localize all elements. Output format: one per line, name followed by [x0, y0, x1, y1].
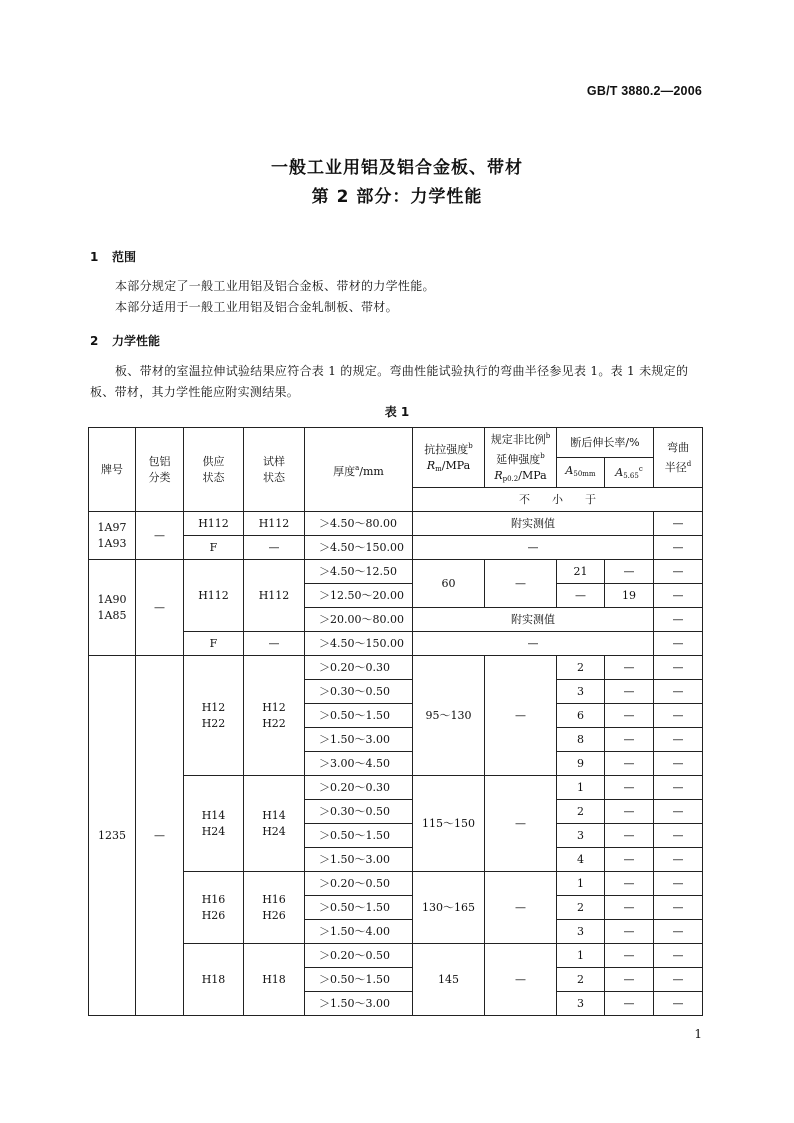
yield-cell: — — [485, 656, 557, 776]
a565-cell: — — [605, 992, 654, 1016]
header-grade: 牌号 — [89, 428, 136, 512]
table-row — [89, 656, 703, 680]
sample-cell: — — [244, 536, 305, 560]
header-bend-radius: 弯曲 半径$^d$ — [654, 428, 703, 488]
a50-cell: 6 — [557, 704, 605, 728]
bend-cell: — — [654, 704, 703, 728]
a565-cell: — — [605, 848, 654, 872]
a565-cell: — — [605, 680, 654, 704]
grade-cell: 1A90 1A85 — [89, 560, 136, 656]
tensile-cell: 130～165 — [413, 872, 485, 944]
bend-cell: — — [654, 944, 703, 968]
table-row — [89, 560, 703, 584]
a565-cell: — — [605, 728, 654, 752]
bend-cell: — — [654, 848, 703, 872]
bend-cell: — — [654, 632, 703, 656]
a565-cell: — — [605, 824, 654, 848]
supply-cell: H14 H24 — [184, 776, 244, 872]
tensile-cell: 115～150 — [413, 776, 485, 872]
header-clad: 包铝 分类 — [136, 428, 184, 512]
a50-cell: 2 — [557, 656, 605, 680]
bend-cell: — — [654, 656, 703, 680]
a565-cell: — — [605, 800, 654, 824]
section-heading-scope — [90, 248, 136, 265]
sample-cell: H12 H22 — [244, 656, 305, 776]
bend-cell: — — [654, 512, 703, 536]
sample-cell: H112 — [244, 512, 305, 536]
supply-cell: F — [184, 536, 244, 560]
yield-cell: — — [485, 944, 557, 1016]
grade-cell: 1235 — [89, 656, 136, 1016]
yield-cell: — — [485, 872, 557, 944]
header-supply-temper: 供应 状态 — [184, 428, 244, 512]
a50-cell: 2 — [557, 968, 605, 992]
header-elongation: 断后伸长率/% — [557, 428, 654, 458]
a565-cell: — — [605, 776, 654, 800]
thickness-cell: ＞4.50～12.50 — [305, 560, 413, 584]
page-number: 1 — [694, 1027, 702, 1041]
sample-cell: H14 H24 — [244, 776, 305, 872]
supply-cell: H18 — [184, 944, 244, 1016]
thickness-cell: ＞0.30～0.50 — [305, 800, 413, 824]
thickness-cell: ＞0.20～0.50 — [305, 872, 413, 896]
bend-cell: — — [654, 896, 703, 920]
bend-cell: — — [654, 968, 703, 992]
tensile-cell: 95～130 — [413, 656, 485, 776]
document-title: 一般工业用铝及铝合金板、带材 — [271, 158, 523, 178]
thickness-cell: ＞0.20～0.30 — [305, 656, 413, 680]
section-title: 范围 — [112, 250, 137, 264]
sample-cell: — — [244, 632, 305, 656]
thickness-cell: ＞1.50～3.00 — [305, 728, 413, 752]
a565-cell: — — [605, 872, 654, 896]
table-caption: 表 1 — [384, 405, 410, 419]
a565-cell: — — [605, 968, 654, 992]
a50-cell: 8 — [557, 728, 605, 752]
thickness-cell: ＞1.50～3.00 — [305, 848, 413, 872]
yield-cell: — — [485, 560, 557, 608]
a565-cell: — — [605, 704, 654, 728]
tensile-cell: 60 — [413, 560, 485, 608]
bend-cell: — — [654, 776, 703, 800]
supply-cell: H12 H22 — [184, 656, 244, 776]
bend-cell: — — [654, 800, 703, 824]
a50-cell: 2 — [557, 896, 605, 920]
thickness-cell: ＞20.00～80.00 — [305, 608, 413, 632]
bend-cell: — — [654, 752, 703, 776]
header-yield: 规定非比例$^b$ 延伸强度$^b$ $R_{p0.2}$/MPa — [485, 428, 557, 488]
mechanical-paragraph: 板、带材的室温拉伸试验结果应符合表 1 的规定。弯曲性能试验执行的弯曲半径参见表 1。表 1 未规定的板、带材，其力学性能应附实测结果。 — [90, 364, 689, 399]
header-sample-temper: 试样 状态 — [244, 428, 305, 512]
header-a565: $A_{5.65}^c$ — [605, 458, 654, 488]
bend-cell: — — [654, 824, 703, 848]
a50-cell: 4 — [557, 848, 605, 872]
supply-cell: H112 — [184, 512, 244, 536]
supply-cell: H16 H26 — [184, 872, 244, 944]
section-number: 1 — [90, 250, 99, 264]
thickness-cell: ＞0.50～1.50 — [305, 968, 413, 992]
a565-cell: — — [605, 920, 654, 944]
thickness-cell: ＞0.50～1.50 — [305, 824, 413, 848]
bend-cell: — — [654, 728, 703, 752]
sample-cell: H112 — [244, 560, 305, 632]
yield-cell: — — [485, 776, 557, 872]
a565-cell: — — [605, 752, 654, 776]
thickness-cell: ＞4.50～150.00 — [305, 632, 413, 656]
merged-cell: — — [413, 536, 654, 560]
a565-cell: — — [605, 560, 654, 584]
properties-table — [88, 427, 703, 1016]
bend-cell: — — [654, 992, 703, 1016]
a50-cell: 1 — [557, 872, 605, 896]
a565-cell: 19 — [605, 584, 654, 608]
thickness-cell: ＞1.50～4.00 — [305, 920, 413, 944]
thickness-cell: ＞0.50～1.50 — [305, 896, 413, 920]
bend-cell: — — [654, 536, 703, 560]
grade-cell: 1A97 1A93 — [89, 512, 136, 560]
a50-cell: 1 — [557, 776, 605, 800]
sample-cell: H16 H26 — [244, 872, 305, 944]
document-subtitle: 第 2 部分：力学性能 — [311, 187, 483, 207]
supply-cell: F — [184, 632, 244, 656]
a50-cell: — — [557, 584, 605, 608]
measured-cell: 附实测值 — [413, 608, 654, 632]
measured-cell: 附实测值 — [413, 512, 654, 536]
a565-cell: — — [605, 944, 654, 968]
a565-cell: — — [605, 656, 654, 680]
scope-paragraph-2: 本部分适用于一般工业用铝及铝合金轧制板、带材。 — [115, 300, 398, 314]
thickness-cell: ＞0.30～0.50 — [305, 680, 413, 704]
section-heading-mechanical — [90, 332, 160, 349]
a50-cell: 21 — [557, 560, 605, 584]
header-not-less-than: 不 小 于 — [413, 488, 703, 512]
a565-cell: — — [605, 896, 654, 920]
bend-cell: — — [654, 608, 703, 632]
thickness-cell: ＞3.00～4.50 — [305, 752, 413, 776]
header-a50: $A_{50mm}$ — [557, 458, 605, 488]
header-thickness: 厚度$^a$/mm — [305, 428, 413, 512]
section-number: 2 — [90, 334, 99, 348]
section-title: 力学性能 — [112, 334, 161, 348]
a50-cell: 3 — [557, 992, 605, 1016]
a50-cell: 3 — [557, 680, 605, 704]
bend-cell: — — [654, 560, 703, 584]
supply-cell: H112 — [184, 560, 244, 632]
bend-cell: — — [654, 680, 703, 704]
standard-number: GB/T 3880.2—2006 — [586, 84, 702, 98]
thickness-cell: ＞4.50～150.00 — [305, 536, 413, 560]
thickness-cell: ＞1.50～3.00 — [305, 992, 413, 1016]
sample-cell: H18 — [244, 944, 305, 1016]
a50-cell: 1 — [557, 944, 605, 968]
a50-cell: 3 — [557, 824, 605, 848]
thickness-cell: ＞0.50～1.50 — [305, 704, 413, 728]
thickness-cell: ＞0.20～0.30 — [305, 776, 413, 800]
merged-cell: — — [413, 632, 654, 656]
clad-cell: — — [136, 560, 184, 656]
thickness-cell: ＞12.50～20.00 — [305, 584, 413, 608]
a50-cell: 9 — [557, 752, 605, 776]
thickness-cell: ＞0.20～0.50 — [305, 944, 413, 968]
table-row — [89, 512, 703, 536]
clad-cell: — — [136, 512, 184, 560]
tensile-cell: 145 — [413, 944, 485, 1016]
clad-cell: — — [136, 656, 184, 1016]
a50-cell: 3 — [557, 920, 605, 944]
bend-cell: — — [654, 584, 703, 608]
thickness-cell: ＞4.50～80.00 — [305, 512, 413, 536]
header-tensile: 抗拉强度$^b$ $R_m$/MPa — [413, 428, 485, 488]
bend-cell: — — [654, 920, 703, 944]
bend-cell: — — [654, 872, 703, 896]
a50-cell: 2 — [557, 800, 605, 824]
scope-paragraph-1: 本部分规定了一般工业用铝及铝合金板、带材的力学性能。 — [115, 279, 435, 293]
